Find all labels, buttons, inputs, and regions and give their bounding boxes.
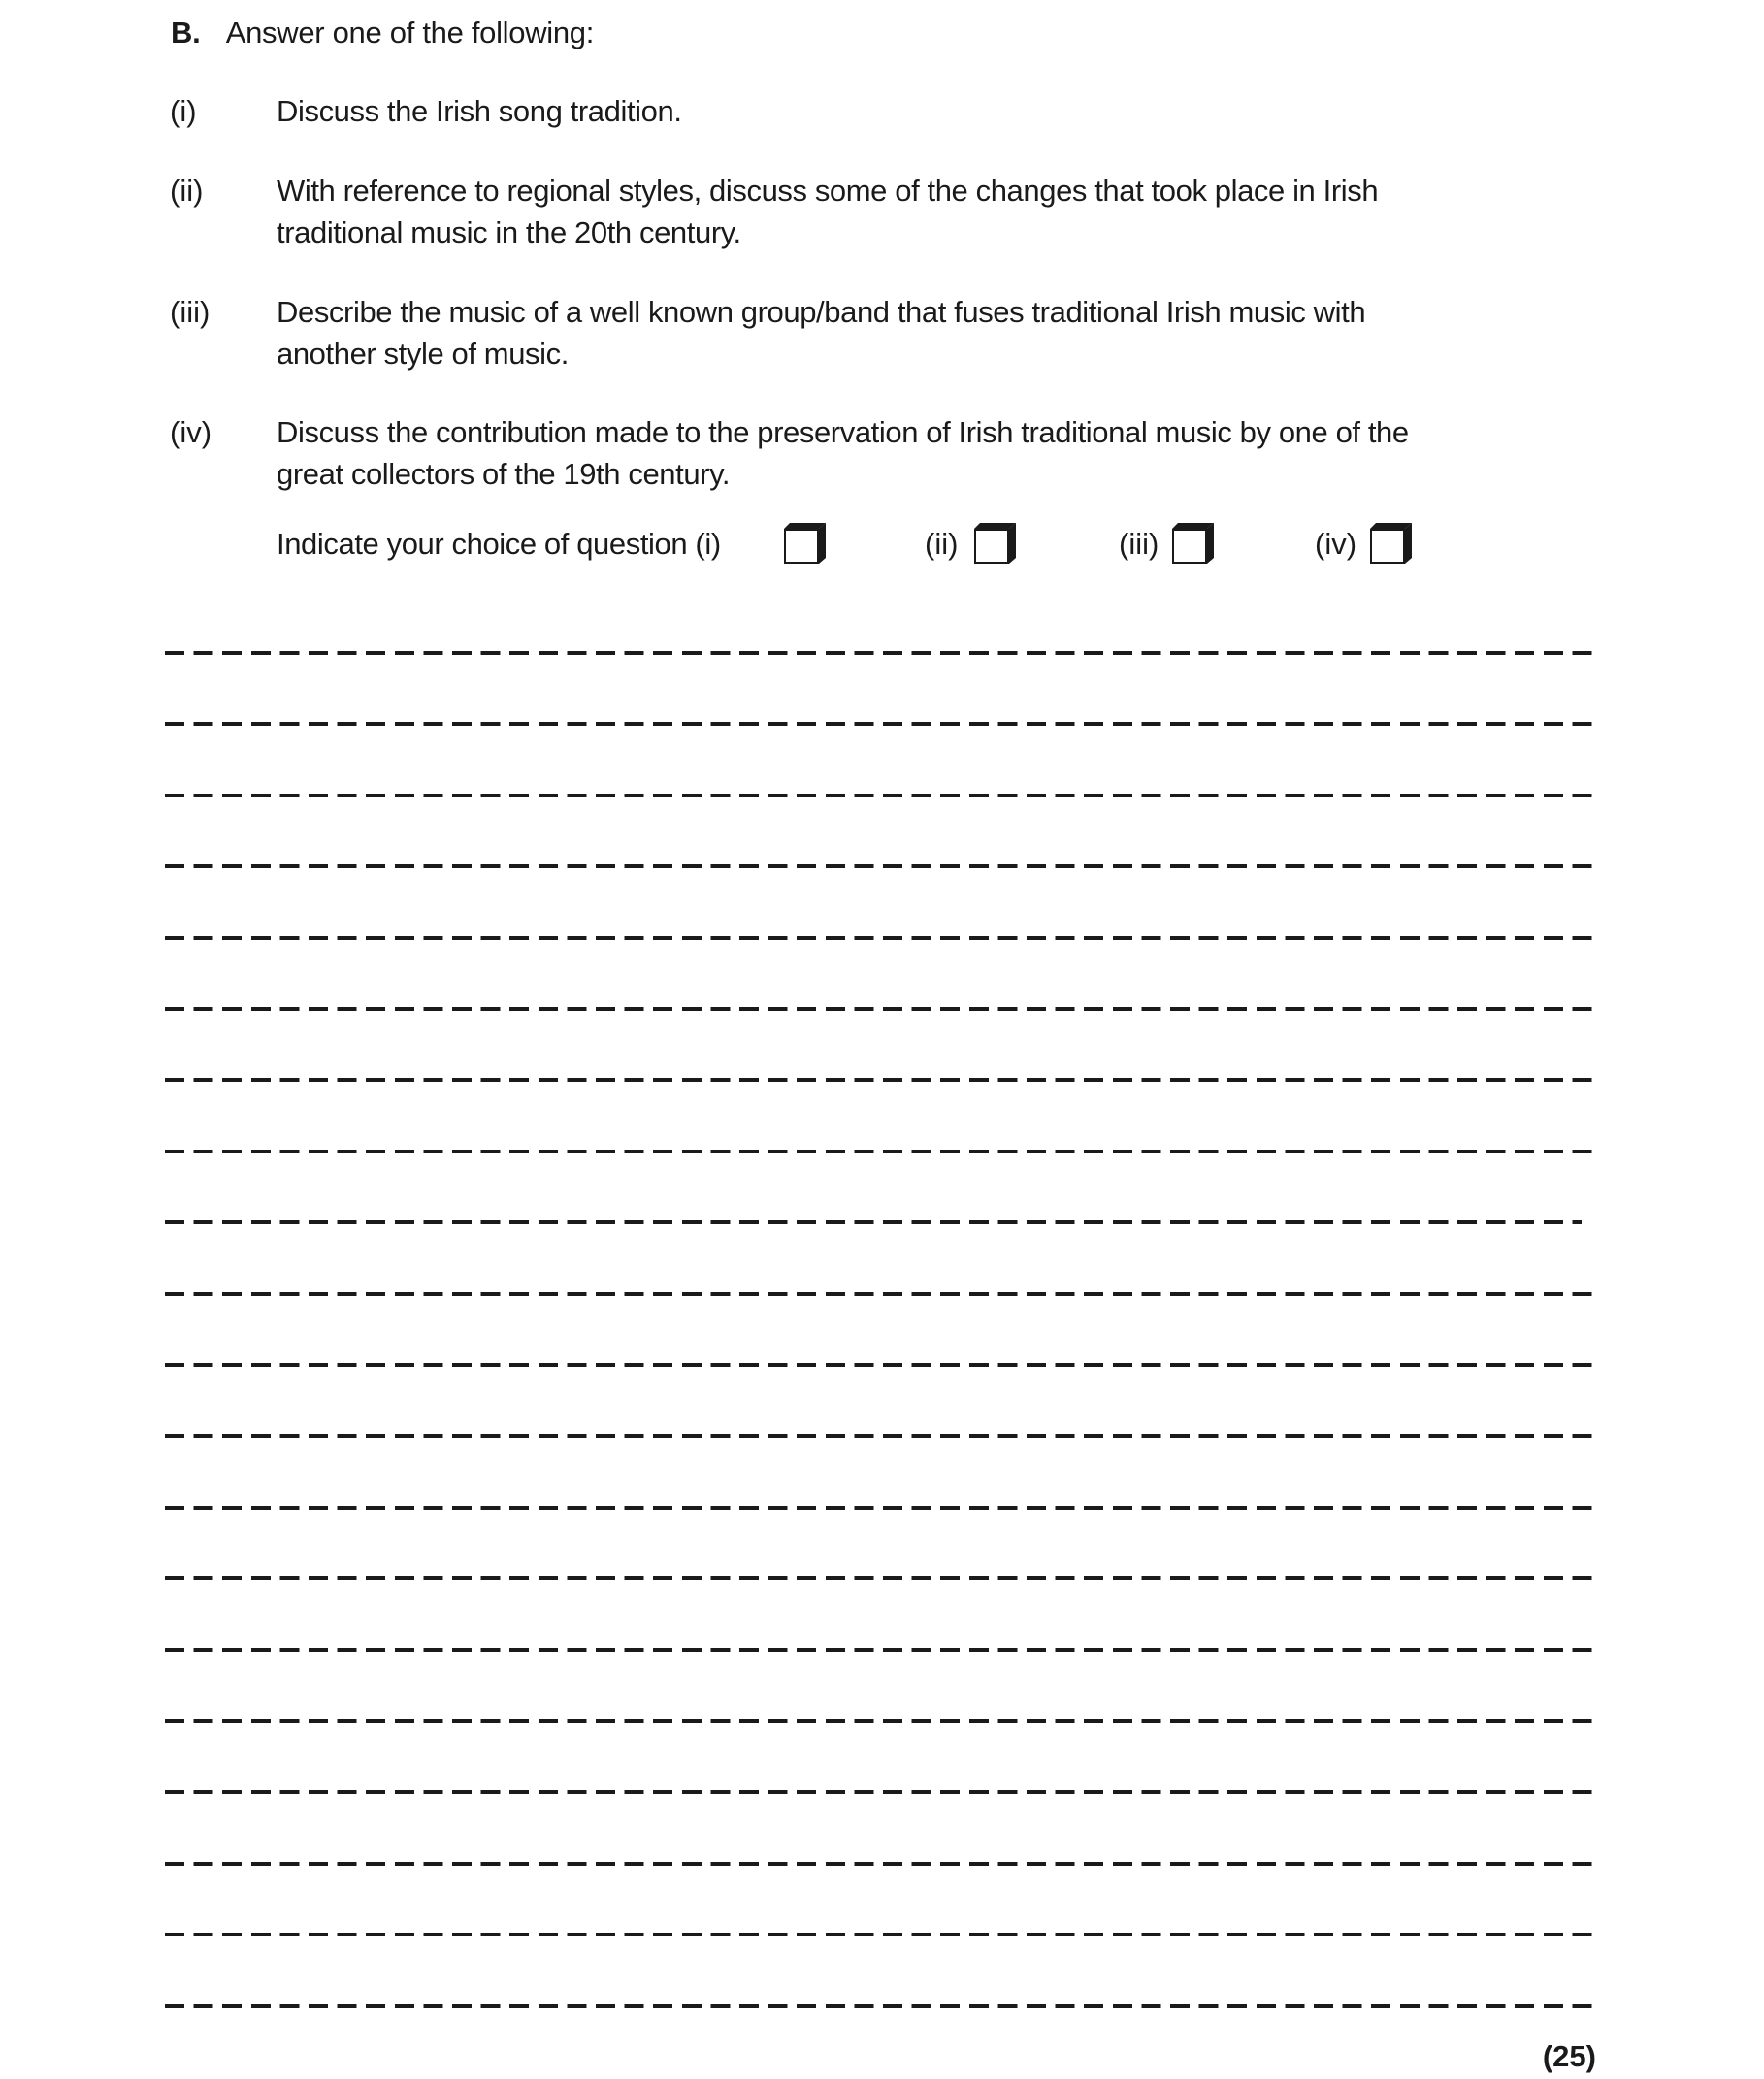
question-text-line: Describe the music of a well known group/band that fuses traditional Irish music with [277,295,1366,329]
answer-line[interactable] [165,2004,1597,2008]
answer-line[interactable] [165,1719,1597,1723]
choice-label-i: (i) [695,527,721,561]
checkbox-face [1370,529,1405,564]
question-text-line: traditional music in the 20th century. [277,215,741,249]
checkbox-bevel-side [1207,523,1214,564]
answer-line[interactable] [165,1150,1597,1153]
choice-prompt-text: Indicate your choice of question [277,527,688,561]
answer-line[interactable] [165,1220,1582,1224]
answer-line[interactable] [165,864,1597,868]
answer-line[interactable] [165,722,1597,726]
question-label: (ii) [170,174,204,208]
choice-prompt [277,523,721,566]
answer-line[interactable] [165,1790,1597,1794]
answer-line[interactable] [165,1078,1597,1082]
section-heading [171,12,594,54]
choice-label-ii: (ii) [925,527,959,561]
answer-line[interactable] [165,1862,1597,1866]
choice-checkbox-ii[interactable] [974,523,1016,564]
section-letter: B. [171,16,201,49]
checkbox-face [974,529,1009,564]
question-text-line: another style of music. [277,337,569,371]
choice-checkbox-iv[interactable] [1370,523,1412,564]
section-instruction: Answer one of the following: [225,16,595,49]
question-text-line: With reference to regional styles, discuss some of the changes that took place in Irish [277,174,1379,208]
choice-checkbox-i[interactable] [784,523,826,564]
answer-line[interactable] [165,651,1597,655]
choice-label-iv: (iv) [1315,527,1357,561]
answer-line[interactable] [165,1933,1597,1936]
checkbox-face [1172,529,1207,564]
choice-label-iii: (iii) [1119,527,1160,561]
question-label: (i) [170,94,197,128]
question-text-line: Discuss the contribution made to the preservation of Irish traditional music by one of the [277,415,1409,449]
answer-line[interactable] [165,1363,1597,1367]
answer-line[interactable] [165,936,1597,940]
question-text-line: Discuss the Irish song tradition. [277,94,682,128]
answer-line[interactable] [165,1292,1597,1296]
answer-line[interactable] [165,1007,1597,1011]
answer-line[interactable] [165,1434,1597,1438]
marks-total: (25) [1542,2039,1596,2073]
checkbox-face [784,529,819,564]
choice-checkbox-iii[interactable] [1172,523,1214,564]
checkbox-bevel-side [1405,523,1412,564]
answer-line[interactable] [165,1576,1597,1580]
checkbox-bevel-side [819,523,826,564]
answer-line[interactable] [165,1648,1597,1652]
question-text-line: great collectors of the 19th century. [277,457,731,491]
answer-line[interactable] [165,794,1597,797]
question-label: (iii) [170,295,211,329]
answer-line[interactable] [165,1506,1597,1510]
question-label: (iv) [170,415,212,449]
checkbox-bevel-side [1009,523,1016,564]
